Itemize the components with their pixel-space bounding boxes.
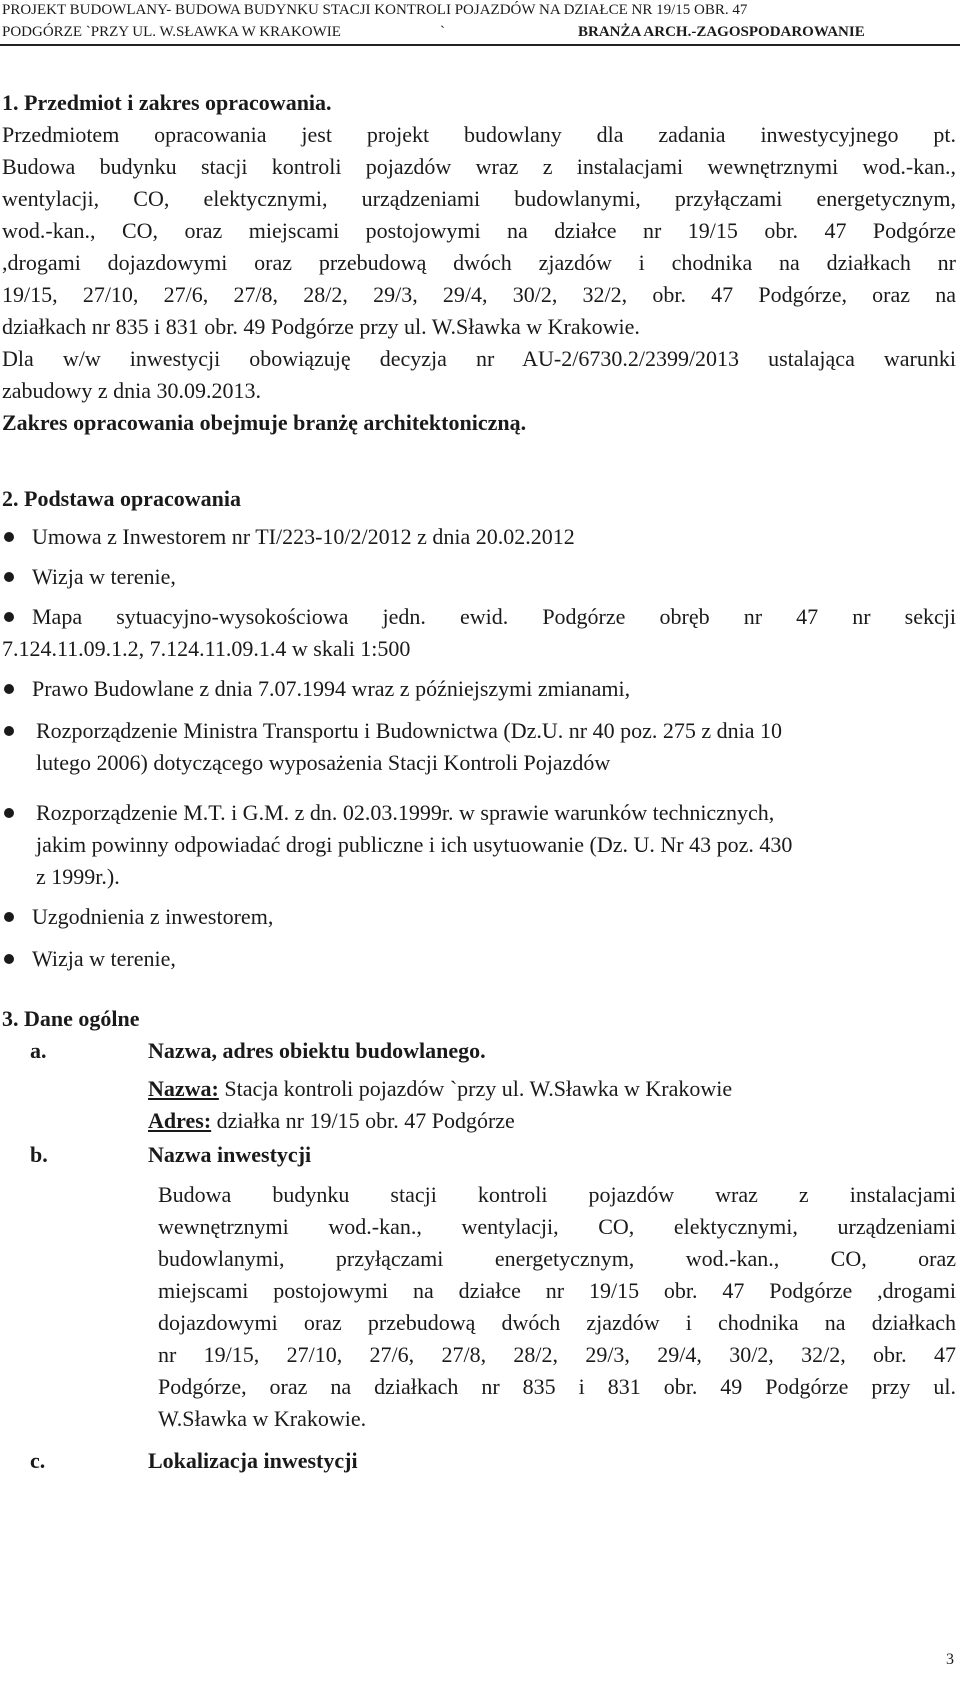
investment-line: budowlanymi, przyłączami energetycznym, wod.-kan., CO, oraz [158, 1246, 956, 1271]
investment-line: wewnętrznymi wod.-kan., wentylacji, CO, elektycznymi, urządzeniami [158, 1214, 956, 1239]
object-address [148, 1106, 515, 1136]
bullet-icon [4, 912, 14, 922]
section2-title: 2. Podstawa opracowania [2, 486, 241, 511]
page-header-line1 [0, 0, 960, 22]
basis-item: Rozporządzenie Ministra Transportu i Budownictwa (Dz.U. nr 40 poz. 275 z dnia 10 [36, 718, 783, 743]
bullet-icon [4, 954, 14, 964]
basis-item-cont: jakim powinny odpowiadać drogi publiczne i ich usytuowanie (Dz. U. Nr 43 poz. 430 [36, 832, 793, 857]
section3-title: 3. Dane ogólne [2, 1006, 140, 1031]
section1-line: ,drogami dojazdowymi oraz przebudową dwóch zjazdów i chodnika na działkach nr [2, 250, 956, 275]
section1-line: wod.-kan., CO, oraz miejscami postojowymi na działce nr 19/15 obr. 47 Podgórze [2, 218, 956, 243]
bullet-icon [4, 808, 14, 818]
page-number: 3 [946, 1651, 954, 1668]
section1-line: Dla w/w inwestycji obowiązuję decyzja nr AU-2/6730.2/2399/2013 ustalająca warunki [2, 346, 956, 371]
basis-item-cont: lutego 2006) dotyczącego wyposażenia Stacji Kontroli Pojazdów [36, 750, 611, 775]
investment-line: dojazdowymi oraz przebudową dwóch zjazdów i chodnika na działkach [158, 1310, 956, 1335]
page-header-line2 [0, 22, 960, 44]
subsection-b-letter: b. [30, 1142, 48, 1167]
subsection-b-title: Nazwa inwestycji [148, 1142, 312, 1167]
header-title-line2: PODGÓRZE `PRZY UL. W.SŁAWKA W KRAKOWIE [2, 24, 341, 40]
investment-line: Budowa budynku stacji kontroli pojazdów wraz z instalacjami [158, 1182, 956, 1207]
header-separator: ` [440, 24, 445, 40]
section1-line: zabudowy z dnia 30.09.2013. [2, 378, 262, 403]
object-name-label: Nazwa: [148, 1076, 219, 1101]
bullet-icon [4, 684, 14, 694]
section1-line: Przedmiotem opracowania jest projekt budowlany dla zadania inwestycyjnego pt. [2, 122, 956, 147]
basis-item: Rozporządzenie M.T. i G.M. z dn. 02.03.1999r. w sprawie warunków technicznych, [36, 800, 775, 825]
bullet-icon [4, 726, 14, 736]
section1-line: Budowa budynku stacji kontroli pojazdów wraz z instalacjami wewnętrznymi wod.-kan., [2, 154, 956, 179]
object-name-value: Stacja kontroli pojazdów `przy ul. W.Sławka w Krakowie [218, 1076, 733, 1101]
bullet-icon [4, 532, 14, 542]
subsection-c-title: Lokalizacja inwestycji [148, 1448, 358, 1473]
section1-line: działkach nr 835 i 831 obr. 49 Podgórze przy ul. W.Sławka w Krakowie. [2, 314, 640, 339]
object-address-label: Adres: [148, 1108, 212, 1133]
basis-item: Prawo Budowlane z dnia 7.07.1994 wraz z późniejszymi zmianami, [32, 676, 631, 701]
basis-item: Umowa z Inwestorem nr TI/223-10/2/2012 z dnia 20.02.2012 [32, 524, 575, 549]
subsection-c-letter: c. [30, 1448, 46, 1473]
basis-item: Wizja w terenie, [32, 564, 176, 589]
investment-line: nr 19/15, 27/10, 27/6, 27/8, 28/2, 29/3, 29/4, 30/2, 32/2, obr. 47 [158, 1342, 956, 1367]
basis-item-cont: z 1999r.). [36, 864, 120, 889]
section1-line: 19/15, 27/10, 27/6, 27/8, 28/2, 29/3, 29/4, 30/2, 32/2, obr. 47 Podgórze, oraz na [2, 282, 956, 307]
bullet-icon [4, 572, 14, 582]
basis-item: Wizja w terenie, [32, 946, 176, 971]
section1-line: wentylacji, CO, elektycznymi, urządzeniami budowlanymi, przyłączami energetycznym, [2, 186, 956, 211]
bullet-icon [4, 612, 14, 622]
investment-line: miejscami postojowymi na działce nr 19/15 obr. 47 Podgórze ,drogami [158, 1278, 956, 1303]
basis-item: Mapa sytuacyjno-wysokościowa jedn. ewid. Podgórze obręb nr 47 nr sekcji [32, 604, 956, 629]
header-branch: BRANŻA ARCH.-ZAGOSPODAROWANIE [578, 24, 865, 40]
header-divider [0, 44, 960, 46]
investment-line: W.Sławka w Krakowie. [158, 1406, 367, 1431]
header-title-line1: PROJEKT BUDOWLANY- BUDOWA BUDYNKU STACJI KONTROLI POJAZDÓW NA DZIAŁCE NR 19/15 OBR. 47 [2, 2, 748, 18]
object-name [148, 1074, 732, 1104]
basis-item-cont: 7.124.11.09.1.2, 7.124.11.09.1.4 w skali 1:500 [2, 636, 411, 661]
investment-line: Podgórze, oraz na działkach nr 835 i 831 obr. 49 Podgórze przy ul. [158, 1374, 956, 1399]
section1-scope: Zakres opracowania obejmuje branżę architektoniczną. [2, 410, 527, 435]
subsection-a-title: Nazwa, adres obiektu budowlanego. [148, 1038, 486, 1063]
basis-item: Uzgodnienia z inwestorem, [32, 904, 274, 929]
subsection-a-letter: a. [30, 1038, 47, 1063]
section1-title: 1. Przedmiot i zakres opracowania. [2, 90, 332, 115]
object-address-value: działka nr 19/15 obr. 47 Podgórze [211, 1108, 515, 1133]
